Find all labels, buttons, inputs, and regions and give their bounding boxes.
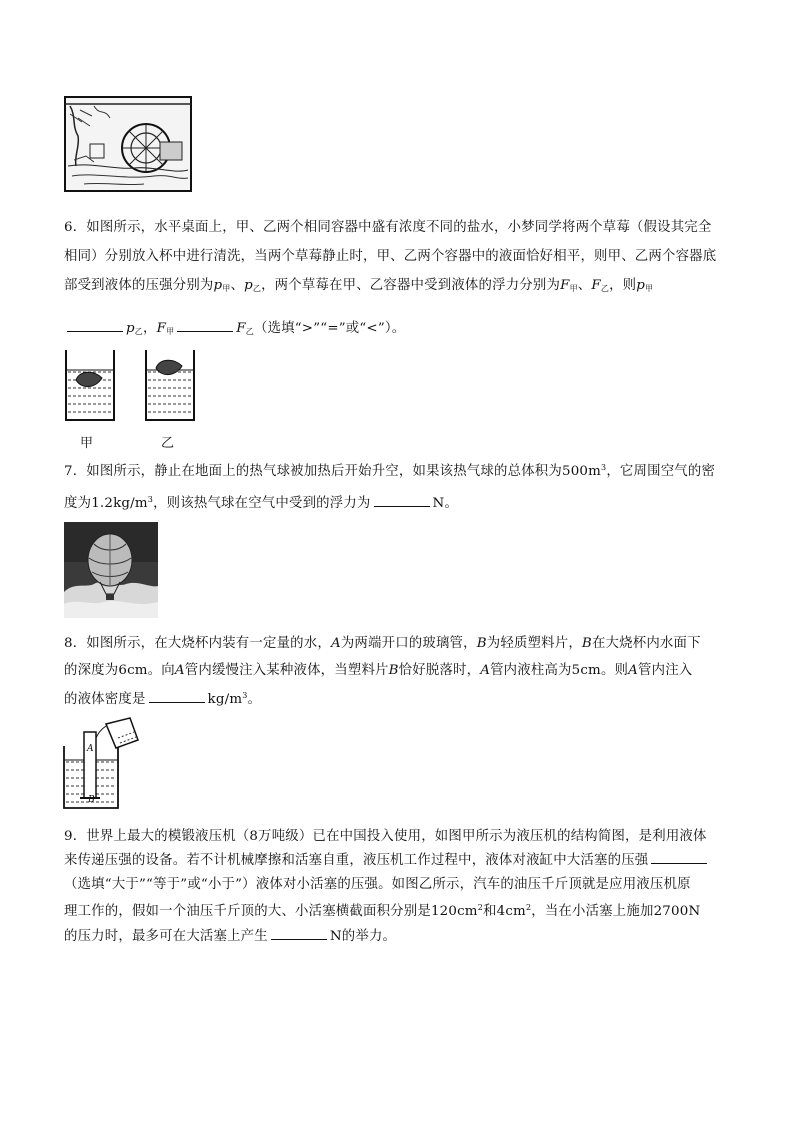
beaker-tube-figure	[60, 716, 144, 812]
q9-text-3: （选填“大于”“等于”或“小于”）液体对小活塞的压强。如图乙所示，汽车的油压千斤顶就是应用液压机原	[64, 877, 691, 892]
q7-text-2a: 度为	[64, 496, 92, 511]
q8-text-3a: 的液体密度是	[64, 692, 146, 707]
q8-text-2a: 的深度为	[64, 663, 119, 678]
q6-text-3c: ，则	[609, 278, 637, 293]
and-word: 和	[483, 904, 497, 919]
label-b: B	[388, 663, 399, 678]
q9-text-5b: N的举力。	[329, 929, 397, 944]
label-a: A	[174, 663, 185, 678]
q7-text-1: 7．如图所示，静止在地面上的热气球被加热后开始升空，如果该热气球的总体积为	[64, 464, 562, 479]
f-symbol: F	[156, 321, 167, 336]
area-small: 4cm	[496, 904, 526, 919]
q8-text-1c: 为轻质塑料片，	[486, 636, 582, 651]
caption-yi: 乙	[161, 436, 175, 451]
fig-label-b: B	[88, 795, 95, 805]
q8-line-3	[64, 688, 261, 707]
q9-line-1	[64, 825, 707, 844]
q9-answer-blank-2[interactable]	[271, 928, 327, 940]
q9-line-3	[64, 873, 691, 892]
q8-unit-exponent: 3	[242, 691, 248, 700]
q8-line-2	[64, 659, 692, 678]
q7-unit: N。	[432, 496, 459, 511]
p-symbol: p	[213, 278, 223, 293]
q6-text-2: 相同）分别放入杯中进行清洗，当两个草莓静止时，甲、乙两个容器中的液面恰好相平，则甲、乙两个容器底	[64, 249, 717, 264]
volume-value: 500m	[561, 464, 602, 479]
f-symbol: F	[591, 278, 601, 293]
waterwheel-image	[64, 96, 192, 192]
q6-line-3	[64, 274, 653, 294]
sub-jia: 甲	[645, 284, 654, 293]
q8-text-2e: 管内液柱高为	[490, 663, 572, 678]
q7-line-1	[64, 460, 715, 479]
beakers-figure	[60, 348, 210, 424]
label-b: B	[581, 636, 592, 651]
q6-text-3b: ，两个草莓在甲、乙容器中受到液体的浮力分别为	[261, 278, 561, 293]
q8-line-1	[64, 632, 701, 651]
q7-text-1-tail: ，它周围空气的密	[606, 464, 716, 479]
q8-text-2f: 。则	[600, 663, 629, 678]
q8-answer-blank[interactable]	[149, 691, 205, 703]
q6-answer-blank-1[interactable]	[67, 320, 123, 332]
comma: ，	[142, 321, 157, 336]
p-symbol: p	[244, 278, 253, 293]
sub-jia: 甲	[222, 284, 231, 293]
q6-answer-blank-2[interactable]	[177, 320, 233, 332]
f-symbol: F	[560, 278, 570, 293]
separator: 、	[577, 278, 592, 293]
sub-jia: 甲	[569, 284, 578, 293]
q8-end: 。	[247, 692, 262, 707]
q7-line-2	[64, 492, 458, 511]
separator: 、	[230, 278, 245, 293]
label-b: B	[476, 636, 487, 651]
q6-line-2	[64, 245, 716, 264]
q9-line-4	[64, 900, 700, 919]
q8-text-2b: 。向	[147, 663, 175, 678]
f-symbol: F	[236, 321, 246, 336]
q7-answer-blank[interactable]	[374, 495, 430, 507]
sub-yi: 乙	[252, 284, 262, 293]
fig-label-a: A	[87, 744, 94, 754]
q9-text-2: 来传递压强的设备。若不计机械摩擦和活塞自重，液压机工作过程中，液体对液缸中大活塞的压强	[64, 853, 649, 868]
density-value: 1.2kg/m	[91, 496, 148, 511]
sub-jia: 甲	[166, 327, 175, 336]
q8-text-1: 8．如图所示，在大烧杯内装有一定量的水，	[64, 636, 331, 651]
density-exponent: 3	[147, 495, 154, 504]
q9-text-4b: ，当在小活塞上施加	[531, 904, 654, 919]
p-symbol: p	[636, 278, 646, 293]
area-small-exponent: 2	[525, 903, 532, 912]
sub-yi: 乙	[600, 284, 610, 293]
label-a: A	[628, 663, 639, 678]
q8-text-2g: 管内注入	[638, 663, 693, 678]
hot-air-balloon-photo	[64, 522, 158, 618]
q6-text-1: 6．如图所示，水平桌面上，甲、乙两个相同容器中盛有浓度不同的盐水，小梦同学将两个草莓（假设其完全	[64, 220, 712, 235]
q6-text-3a: 部受到液体的压强分别为	[64, 278, 214, 293]
label-a: A	[330, 636, 341, 651]
area-large-exponent: 2	[477, 903, 484, 912]
q8-text-1d: 在大烧杯内水面下	[591, 636, 701, 651]
q6-text-4: （选填“>”“=”或“<”）。	[253, 321, 406, 336]
q9-line-2	[64, 849, 710, 868]
q6-line-1	[64, 216, 711, 235]
q7-text-2b: ，则该热气球在空气中受到的浮力为	[153, 496, 371, 511]
q8-text-1b: 为两端开口的玻璃管，	[340, 636, 477, 651]
label-a: A	[480, 663, 491, 678]
q8-text-2c: 管内缓慢注入某种液体，当塑料片	[184, 663, 389, 678]
q9-text-4a: 理工作的，假如一个油压千斤顶的大、小活塞横截面积分别是	[64, 904, 431, 919]
sub-yi: 乙	[245, 327, 254, 336]
q9-text-5a: 的压力时，最多可在大活塞上产生	[64, 929, 268, 944]
q6-line-4	[64, 317, 405, 337]
caption-jia: 甲	[80, 436, 94, 451]
volume-exponent: 3	[601, 463, 607, 472]
q9-answer-blank-1[interactable]	[651, 852, 707, 864]
height-value: 5cm	[571, 663, 601, 678]
q8-text-2d: 恰好脱落时，	[398, 663, 481, 678]
depth-value: 6cm	[118, 663, 148, 678]
q9-text-1: 9．世界上最大的模锻液压机（8万吨级）已在中国投入使用，如图甲所示为液压机的结构简图，是利用液体	[64, 829, 707, 844]
p-symbol: p	[126, 321, 135, 336]
force-value: 2700N	[653, 904, 701, 919]
q9-line-5	[64, 925, 396, 944]
q8-unit: kg/m	[207, 692, 243, 707]
area-large: 120cm	[430, 904, 478, 919]
sub-yi: 乙	[134, 327, 143, 336]
